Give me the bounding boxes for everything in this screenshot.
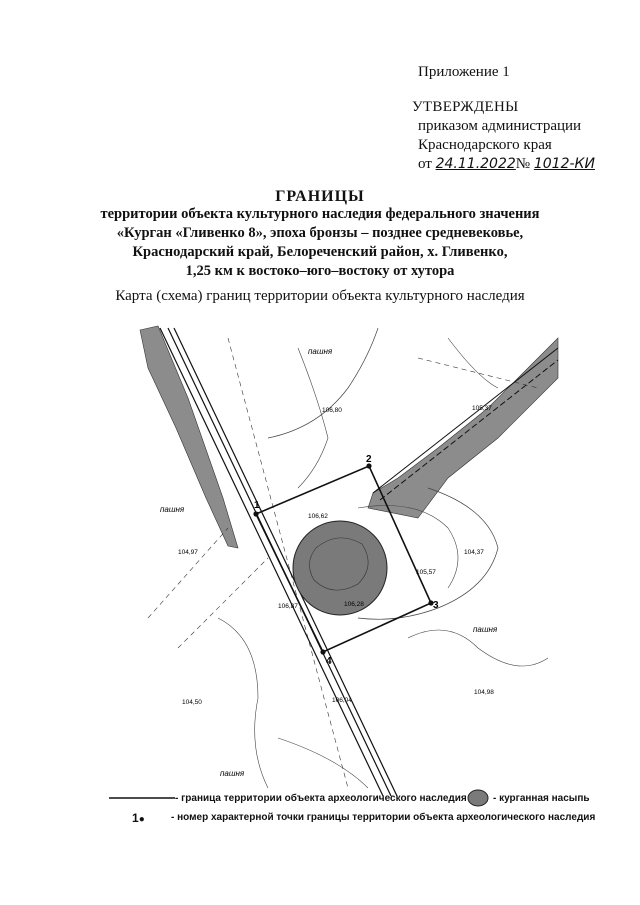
elevation-mark: 104,98 [474, 689, 494, 696]
approved-title: УТВЕРЖДЕНЫ [412, 99, 519, 115]
dashed-line [148, 528, 228, 618]
map-caption: Карта (схема) границ территории объекта культурного наследия [115, 288, 525, 304]
handwritten-number: 1012-КИ [533, 156, 595, 172]
subtitle-line: территории объекта культурного наследия федерального значения [100, 206, 540, 222]
site-map [118, 318, 598, 796]
field-label: пашня [308, 347, 333, 356]
elevation-mark: 105,57 [416, 569, 436, 576]
contour-line [268, 328, 378, 438]
subtitle-line: «Курган «Гливенко 8», эпоха бронзы – позднее средневековье, [116, 225, 524, 241]
point-marker-4 [320, 649, 325, 654]
point-label-2: 2 [366, 454, 372, 465]
kurgan-mound [293, 521, 387, 615]
point-marker-1 [253, 511, 258, 516]
elevation-mark: 106,04 [332, 697, 352, 704]
legend-point-symbol: 1● [132, 811, 145, 825]
legend-boundary-symbol [107, 792, 179, 804]
elevation-mark: 105,37 [472, 405, 492, 412]
elevation-mark: 106,80 [322, 407, 342, 414]
elevation-mark: 104,97 [178, 549, 198, 556]
elevation-mark: 106,62 [308, 513, 328, 520]
field-label: пашня [473, 625, 498, 634]
date-prefix: от [418, 156, 432, 172]
dashed-line [178, 558, 268, 648]
contour-line [408, 630, 548, 666]
field-label: пашня [220, 769, 245, 778]
legend-mound-symbol [466, 789, 490, 807]
legend-point-label: - номер характерной точки границы территории объекта археологического наследия [171, 812, 596, 823]
document-title: ГРАНИЦЫ [275, 188, 365, 205]
number-prefix: № [515, 156, 531, 172]
elevation-mark: 106,87 [278, 603, 298, 610]
elevation-mark: 104,37 [464, 549, 484, 556]
legend-boundary-label: - граница территории объекта археологического наследия [175, 793, 467, 804]
point-label-4: 4 [326, 656, 332, 667]
legend-mound-label: - курганная насыпь [493, 793, 590, 804]
approved-date-line [412, 155, 595, 174]
elevation-mark: 104,50 [182, 699, 202, 706]
approval-block [412, 98, 595, 174]
point-label-1: 1 [254, 500, 260, 511]
contour-line [448, 338, 498, 388]
approved-line-1: приказом администрации [418, 118, 582, 134]
appendix-label: Приложение 1 [418, 64, 510, 80]
document-subtitle [70, 205, 570, 281]
contour-line [218, 618, 268, 788]
subtitle-line: 1,25 км к востоко–юго–востоку от хутора [185, 263, 455, 279]
contour-line [278, 738, 368, 788]
field-label: пашня [160, 505, 185, 514]
subtitle-line: Краснодарский край, Белореченский район, х. Гливенко, [132, 244, 508, 260]
elevation-mark: 106,28 [344, 601, 364, 608]
contour-line [298, 348, 328, 488]
forest-belt-right [368, 338, 558, 518]
point-label-3: 3 [433, 600, 439, 611]
approved-line-2: Краснодарского края [418, 137, 552, 153]
handwritten-date: 24.11.2022 [435, 156, 516, 172]
